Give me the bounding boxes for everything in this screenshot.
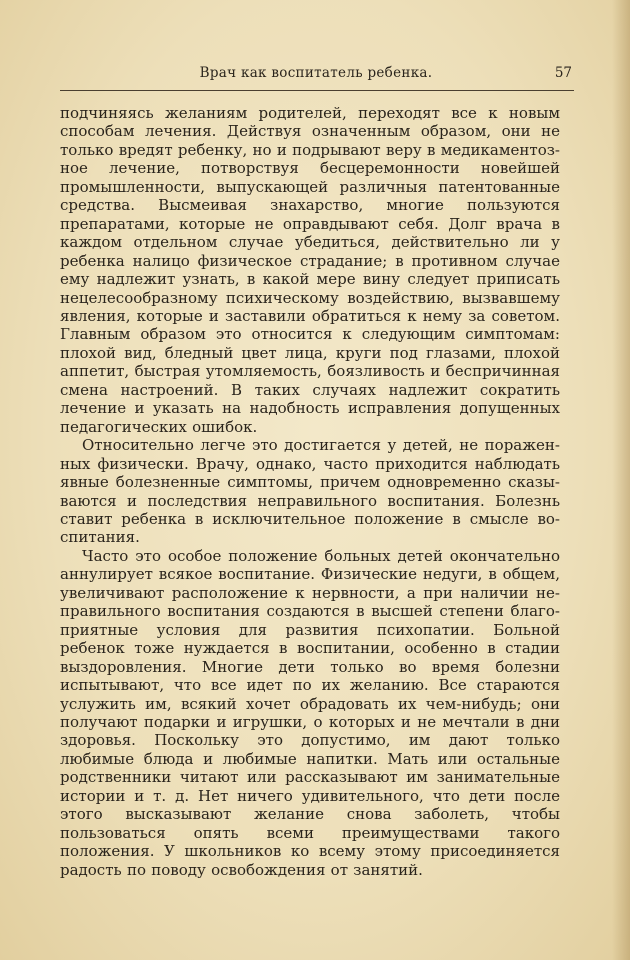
body-text	[60, 104, 560, 879]
header-rule	[60, 90, 574, 91]
running-title: Врач как воспитатель ребенка.	[199, 65, 433, 81]
page-number: 57	[554, 65, 572, 81]
page-header	[60, 62, 572, 84]
paragraph: Часто это особое положение больных детей окончательно аннулирует всякое воспитание. Физические недуги, в общем, увеличивают расположение к нервности, а при наличии неправильного воспитания создаются в высшей степени благоприятные условия для развития психопатии. Больной ребенок тоже нуждается в воспитании, особенно в стадии выздоровления. Многие дети только во время болезни испытывают, что все идет по их желанию. Все стараются услужить им, всякий хочет обрадовать их чем-нибудь; они получают подарки и игрушки, о которых и не мечтали в дни здоровья. Поскольку это допустимо, им дают только любимые блюда и любимые напитки. Мать или остальные родственники читают или рассказывают им занимательные истории и т. д. Нет ничего удивительного, что дети после этого высказывают желание снова заболеть, чтобы пользоваться опять всеми преимуществами такого положения. У школьников ко всему этому присоединяется радость по поводу освобождения от занятий.	[60, 546, 560, 879]
page-edge-shadow	[612, 0, 630, 960]
paragraph: Относительно легче это достигается у детей, не пораженных физически. Врачу, однако, часто приходится наблюдать явные болезненные симптомы, причем одновременно сказываются и последствия неправильного воспитания. Болезнь ставит ребенка в исключительное положение в смысле воспитания.	[60, 436, 560, 547]
paragraph-continued: подчиняясь желаниям родителей, переходят все к новым способам лечения. Действуя означенным образом, они не только вредят ребенку, но и подрывают веру в медикаментозное лечение, потворствуя бесцеремонности новейшей промышленности, выпускающей различныя патентованные средства. Высмеивая знахарство, многие пользуются препаратами, которые не оправдывают себя. Долг врача в каждом отдельном случае убедиться, действительно ли у ребенка налицо физическое страдание; в противном случае ему надлежит узнать, в какой мере вину следует приписать нецелесообразному психическому воздействию, вызвавшему явления, которые и заставили обратиться к нему за советом. Главным образом это относится к следующим симптомам: плохой вид, бледный цвет лица, круги под глазами, плохой аппетит, быстрая утомляемость, боязливость и беспричинная смена настроений. В таких случаях надлежит сократить лечение и указать на надобность исправления допущенных педагогических ошибок.	[60, 104, 560, 436]
